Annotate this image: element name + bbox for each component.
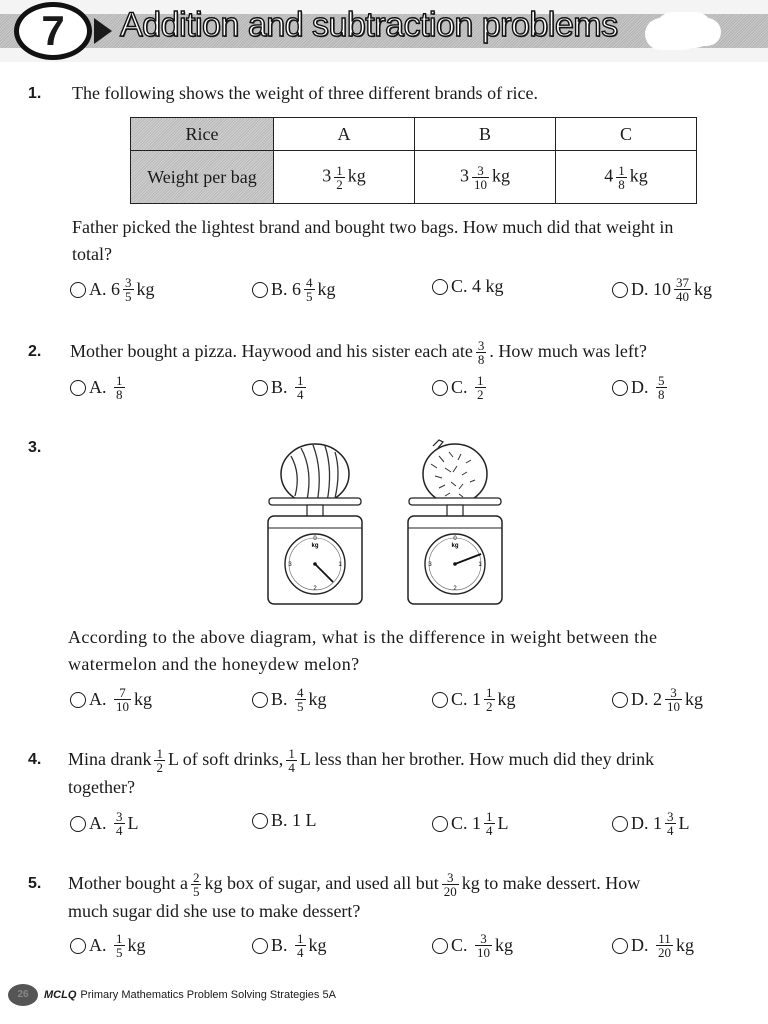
radio-circle-icon[interactable] [612, 816, 628, 832]
dial-unit: kg [451, 543, 459, 549]
brand-c: C [556, 118, 697, 151]
radio-circle-icon[interactable] [70, 816, 86, 832]
option-a[interactable]: A. $\frac{1}{8}$ [70, 374, 128, 401]
option-c[interactable]: C. $\frac{1}{2}$ [432, 374, 489, 401]
book-title: Primary Mathematics Problem Solving Strategies 5A [80, 989, 336, 1001]
radio-circle-icon[interactable] [252, 692, 268, 708]
dial-mark: 1 [338, 562, 342, 568]
chapter-title: Addition and subtraction problems [120, 6, 618, 44]
option-d[interactable]: D. $\frac{5}{8}$ [612, 374, 670, 401]
option-c[interactable]: C. 1 $\frac{1}{4}$ L [432, 810, 509, 837]
option-d[interactable]: D. 10 $\frac{37}{40}$ kg [612, 276, 712, 303]
weight-b: 3 $\frac{3}{10}$ kg [415, 151, 556, 204]
page-number: 26 [8, 984, 38, 1006]
dial-mark: 2 [313, 586, 317, 592]
scales-diagram [255, 436, 515, 608]
question-number: 2. [28, 343, 42, 360]
question-1-options [0, 276, 768, 306]
option-c[interactable]: C. $\frac{3}{10}$ kg [432, 932, 513, 959]
option-d[interactable]: D. 2 $\frac{3}{10}$ kg [612, 686, 703, 713]
radio-circle-icon[interactable] [70, 938, 86, 954]
chapter-header [0, 0, 768, 62]
weight-c: 4 $\frac{1}{8}$ kg [556, 151, 697, 204]
question-number: 1. [28, 85, 42, 102]
weight-a: 3 $\frac{1}{2}$ kg [274, 151, 415, 204]
question-number: 5. [28, 875, 42, 892]
brand-b: B [415, 118, 556, 151]
radio-circle-icon[interactable] [252, 938, 268, 954]
question-text-line: total? [72, 244, 112, 264]
option-b[interactable]: B. $\frac{4}{5}$ kg [252, 686, 327, 713]
radio-circle-icon[interactable] [432, 692, 448, 708]
brand-a: A [274, 118, 415, 151]
publisher-brand: MCLQ [44, 989, 77, 1001]
question-text-line: watermelon and the honeydew melon? [68, 654, 360, 674]
question-text: Mother bought a $\frac{2}{5}$ kg box of sugar, and used all but $\frac{3}{20}$ kg to make dessert. How much sugar did she use to make dessert? [68, 870, 641, 922]
radio-circle-icon[interactable] [70, 380, 86, 396]
table-header-weight: Weight per bag [131, 151, 274, 204]
question-number: 4. [28, 751, 42, 768]
radio-circle-icon[interactable] [252, 282, 268, 298]
question-number: 3. [28, 439, 42, 456]
option-a[interactable]: A. $\frac{3}{4}$ L [70, 810, 139, 837]
option-a[interactable]: A. $\frac{1}{5}$ kg [70, 932, 146, 959]
option-b[interactable]: B. 6 $\frac{4}{5}$ kg [252, 276, 336, 303]
option-a[interactable]: A. $\frac{7}{10}$ kg [70, 686, 152, 713]
option-c[interactable]: C. 4 kg [432, 276, 504, 297]
radio-circle-icon[interactable] [432, 279, 448, 295]
honeydew-scale [408, 440, 502, 604]
question-5-options [0, 932, 768, 962]
question-4-options [0, 810, 768, 840]
radio-circle-icon[interactable] [432, 816, 448, 832]
question-text-line: According to the above diagram, what is the difference in weight between the [68, 627, 658, 647]
watermelon-scale [268, 444, 362, 604]
dial-mark: 0 [313, 536, 317, 542]
radio-circle-icon[interactable] [70, 692, 86, 708]
option-d[interactable]: D. 1 $\frac{3}{4}$ L [612, 810, 690, 837]
radio-circle-icon[interactable] [612, 282, 628, 298]
question-text: Mother bought a pizza. Haywood and his sister each ate $\frac{3}{8}$ . How much was left? [70, 338, 647, 368]
option-b[interactable]: B. $\frac{1}{4}$ [252, 374, 309, 401]
question-3-options [0, 686, 768, 716]
radio-circle-icon[interactable] [612, 938, 628, 954]
table-header-rice: Rice [131, 118, 274, 151]
radio-circle-icon[interactable] [432, 380, 448, 396]
radio-circle-icon[interactable] [252, 813, 268, 829]
question-text: Mina drank $\frac{1}{2}$ L of soft drinks, $\frac{1}{4}$ L less than her brother. How much did they drink together? [68, 746, 655, 798]
radio-circle-icon[interactable] [70, 282, 86, 298]
chapter-arrow-icon [94, 18, 112, 44]
chapter-number: 7 [14, 2, 92, 60]
question-text-line: Father picked the lightest brand and bought two bags. How much did that weight in [72, 217, 674, 237]
option-b[interactable]: B. $\frac{1}{4}$ kg [252, 932, 327, 959]
dial-mark: 3 [288, 562, 292, 568]
cloud-icon [655, 12, 713, 48]
option-a[interactable]: A. 6 $\frac{3}{5}$ kg [70, 276, 155, 303]
radio-circle-icon[interactable] [612, 380, 628, 396]
option-c[interactable]: C. 1 $\frac{1}{2}$ kg [432, 686, 516, 713]
rice-weight-table [130, 117, 697, 204]
dial-mark: 0 [453, 536, 457, 542]
honeydew-melon-icon [423, 444, 487, 504]
dial-mark: 1 [478, 562, 482, 568]
dial-unit: kg [311, 543, 319, 549]
page-footer [8, 984, 336, 1006]
dial-mark: 3 [428, 562, 432, 568]
radio-circle-icon[interactable] [252, 380, 268, 396]
question-text: The following shows the weight of three different brands of rice. [72, 83, 539, 103]
option-d[interactable]: D. $\frac{11}{20}$ kg [612, 932, 694, 959]
question-2-options [0, 374, 768, 404]
option-b[interactable]: B. 1 L [252, 810, 317, 831]
radio-circle-icon[interactable] [432, 938, 448, 954]
radio-circle-icon[interactable] [612, 692, 628, 708]
dial-mark: 2 [453, 586, 457, 592]
